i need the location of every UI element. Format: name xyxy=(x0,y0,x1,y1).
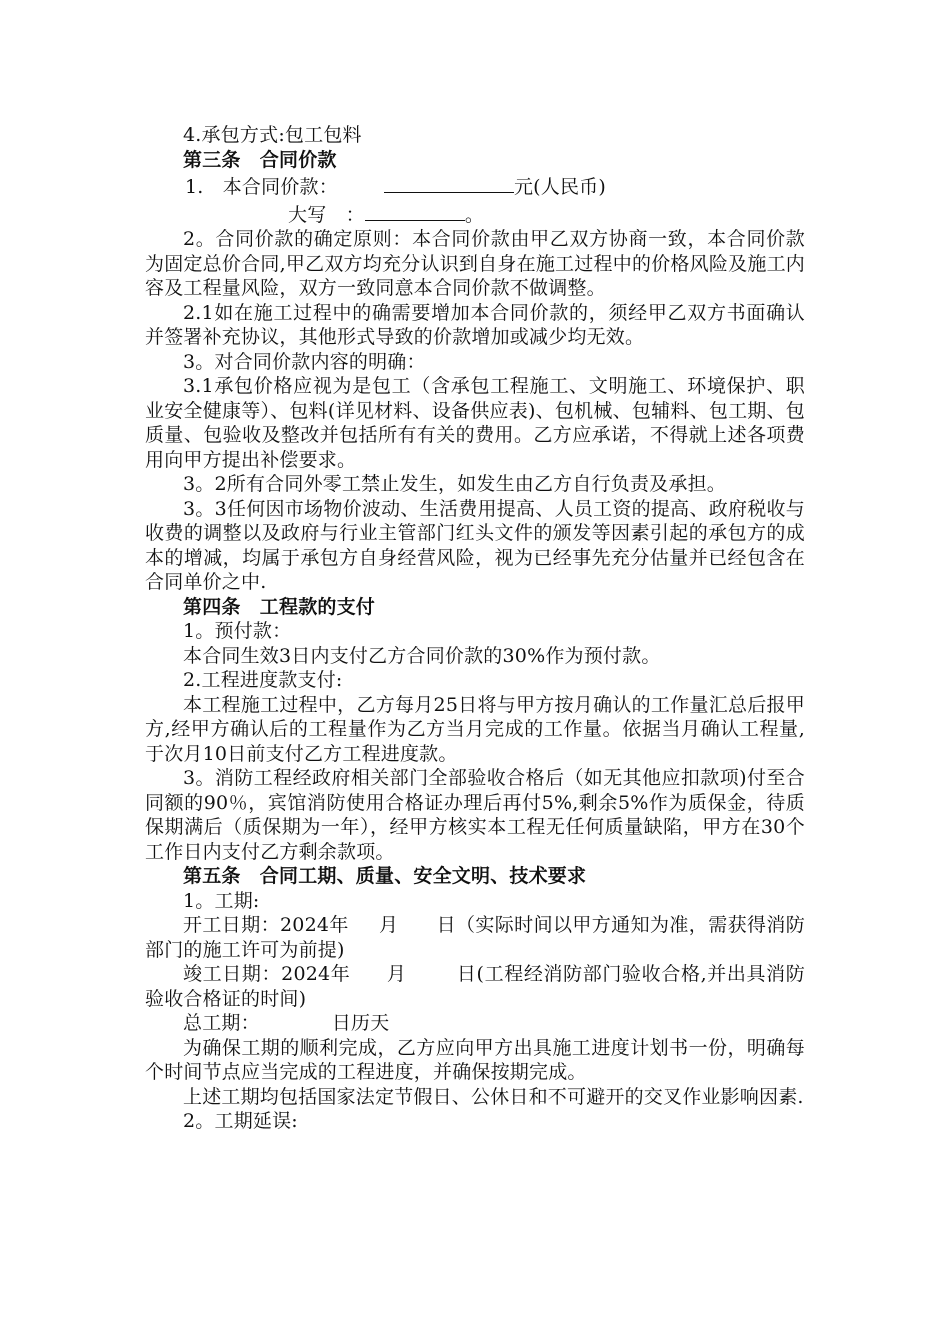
daxie-end: 。 xyxy=(464,203,485,226)
advance-payment-text: 本合同生效3日内支付乙方合同价款的30%作为预付款。 xyxy=(183,644,661,667)
start-date-prefix: 开工日期：2024年 xyxy=(183,914,349,936)
contract-price-label: 1. 本合同价款： xyxy=(185,176,338,198)
contract-body xyxy=(145,123,805,1134)
final-payment-paragraph: 3。消防工程经政府相关部门全部验收合格后（如无其他应扣款项)付至合同额的90％，宾馆消防使用合格证办理后再付5%,剩余5%作为质保金，待质保期满后（质保期为一年），经甲方核实本工程无任何质量缺陷，甲方在30个工作日内支付乙方剩余款项。 xyxy=(145,767,805,863)
holiday-paragraph: 上述工期均包括国家法定节假日、公休日和不可避开的交叉作业影响因素. xyxy=(183,1085,804,1108)
end-date-month: 月 xyxy=(386,963,407,985)
daxie-blank xyxy=(365,200,465,221)
article5-heading: 第五条 合同工期、质量、安全文明、技术要求 xyxy=(183,865,587,887)
contract-method-line: 4.承包方式:包工包料 xyxy=(183,124,362,146)
contract-price-line xyxy=(145,172,805,200)
total-duration-label: 总工期： xyxy=(183,1012,260,1034)
schedule-plan-paragraph: 为确保工期的顺利完成，乙方应向甲方出具施工进度计划书一份，明确每个时间节点应当完成的工程进度，并确保按期完成。 xyxy=(145,1036,805,1083)
schedule-label: 1。工期: xyxy=(183,889,260,912)
daxie-label: 大写 ： xyxy=(288,203,365,226)
article3-heading: 第三条 合同价款 xyxy=(183,148,337,171)
end-date-rest: 日(工程经消防部门验收合格,并出具消防验收合格证的时间) xyxy=(145,963,805,1010)
contract-price-blank xyxy=(384,172,514,193)
contract-price-unit: 元(人民币) xyxy=(513,176,606,198)
progress-payment-label: 2.工程进度款支付: xyxy=(183,669,343,691)
price-principle-paragraph: 2。合同价款的确定原则：本合同价款由甲乙双方协商一致，本合同价款为固定总价合同,甲乙双方均充分认识到自身在施工过程中的价格风险及施工内容及工程量风险，双方一致同意本合同价款不做调整。 xyxy=(145,228,805,299)
advance-payment-label: 1。预付款： xyxy=(183,620,292,642)
price-risk-paragraph: 3。3任何因市场物价波动、生活费用提高、人员工资的提高、政府税收与收费的调整以及政府与行业主管部门红头文件的颁发等因素引起的承包方的成本的增减，均属于承包方自身经营风险，视为已经事先充分估量并已经包含在合同单价之中. xyxy=(145,497,805,593)
start-date-month: 月 xyxy=(378,914,399,936)
delay-label: 2。工期延误: xyxy=(183,1110,298,1132)
start-date-paragraph xyxy=(145,913,805,962)
price-scope-paragraph: 3.1承包价格应视为是包工（含承包工程施工、文明施工、环境保护、职业安全健康等）、包料(详见材料、设备供应表)、包机械、包辅料、包工期、包质量、包验收及整改并包括所有有关的费用。乙方应承诺，不得就上述各项费用向甲方提出补偿要求。 xyxy=(145,375,805,471)
total-duration-line xyxy=(145,1011,805,1036)
article4-heading: 第四条 工程款的支付 xyxy=(183,595,376,618)
extra-work-paragraph: 3。2所有合同外零工禁止发生，如发生由乙方自行负责及承担。 xyxy=(183,473,726,495)
end-date-paragraph xyxy=(145,962,805,1011)
end-date-prefix: 竣工日期：2024年 xyxy=(183,963,351,985)
total-duration-unit: 日历天 xyxy=(331,1012,390,1034)
price-increase-paragraph: 2.1如在施工过程中的确需要增加本合同价款的，须经甲乙双方书面确认并签署补充协议，其他形式导致的价款增加或减少均无效。 xyxy=(145,301,805,348)
progress-payment-text: 本工程施工过程中，乙方每月25日将与甲方按月确认的工作量汇总后报甲方,经甲方确认后的工程量作为乙方当月完成的工作量。依据当月确认工程量,于次月10日前支付乙方工程进度款。 xyxy=(145,693,805,765)
price-content-heading: 3。对合同价款内容的明确： xyxy=(183,350,426,373)
contract-price-daxie-line xyxy=(145,200,805,228)
start-date-rest: 日（实际时间以甲方通知为准，需获得消防部门的施工许可为前提) xyxy=(145,914,805,961)
